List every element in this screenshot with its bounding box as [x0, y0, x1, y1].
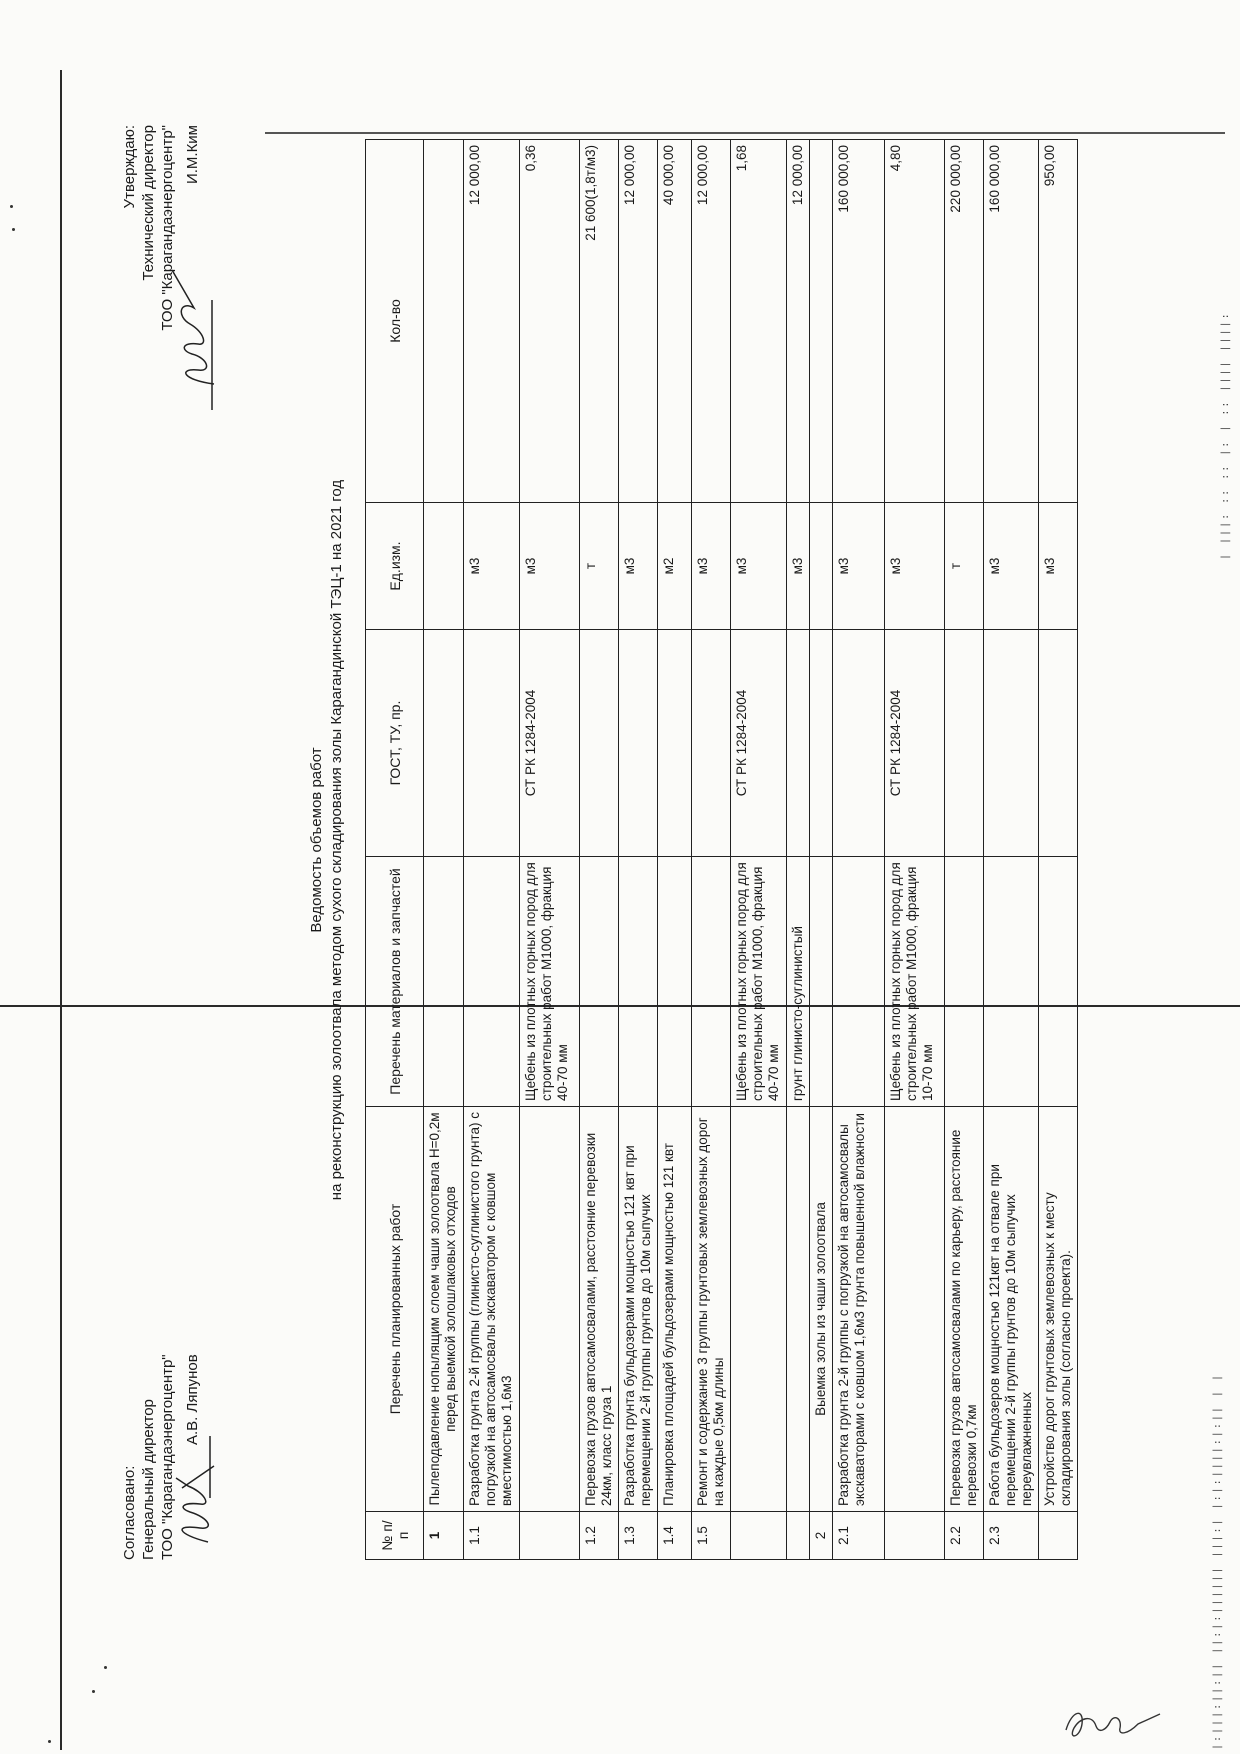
row-material: Щебень из плотных горных пород для строительных работ М1000, фракция 40-70 мм	[520, 857, 580, 1107]
row-work	[520, 1107, 580, 1512]
table-row	[580, 140, 619, 1560]
table-row	[1039, 140, 1078, 1560]
header-num: № п/п	[366, 1512, 424, 1560]
row-qty: 0,36	[520, 140, 580, 503]
row-work: Устройство дорог грунтовых землевозных к месту складирования золы (согласно проекта).	[1039, 1107, 1078, 1512]
row-work: Перевозка грузов автосамосвалами, расстояние перевозки 24км, класс груза 1	[580, 1107, 619, 1512]
row-qty: 160 000,00	[833, 140, 885, 503]
row-qty: 160 000,00	[984, 140, 1039, 503]
row-material	[1039, 857, 1078, 1107]
table-row	[945, 140, 984, 1560]
row-qty	[424, 140, 464, 503]
table-row	[833, 140, 885, 1560]
row-gost	[984, 630, 1039, 857]
row-unit: м3	[731, 503, 787, 630]
table-row	[984, 140, 1039, 1560]
document-subtitle: на реконструкцию золоотвала методом сухого складирования золы Карагандинской ТЭЦ-1 на 2021 год	[328, 479, 345, 1201]
row-gost	[692, 630, 731, 857]
row-material: Щебень из плотных горных пород для строительных работ М1000, фракция 10-70 мм	[885, 857, 945, 1107]
row-material: Щебень из плотных горных пород для строительных работ М1000, фракция 40-70 мм	[731, 857, 787, 1107]
row-unit: м3	[885, 503, 945, 630]
row-qty: 12 000,00	[619, 140, 658, 503]
header-gost: ГОСТ, ТУ, пр.	[366, 630, 424, 857]
row-num: 2.1	[833, 1512, 885, 1560]
scan-speck	[12, 228, 15, 231]
row-work	[731, 1107, 787, 1512]
row-work: Пылеподавление нопылящим слоем чаши золоотвала Н=0,2м перед выемкой золошлаковых отходов	[424, 1107, 464, 1512]
row-work	[787, 1107, 810, 1512]
row-qty: 12 000,00	[692, 140, 731, 503]
row-unit: м3	[520, 503, 580, 630]
row-gost	[464, 630, 520, 857]
row-material	[658, 857, 692, 1107]
row-material	[810, 857, 833, 1107]
row-material	[945, 857, 984, 1107]
table-row	[787, 140, 810, 1560]
row-num: 1.1	[464, 1512, 520, 1560]
row-num: 2.2	[945, 1512, 984, 1560]
document-title: Ведомость объемов работ	[308, 747, 325, 933]
approval-company: ТОО "Карагандаэнергоцентр"	[159, 125, 176, 331]
row-num: 2.3	[984, 1512, 1039, 1560]
row-gost	[810, 630, 833, 857]
row-work: Планировка площадей бульдозерами мощностью 121 квт	[658, 1107, 692, 1512]
row-num: 1.3	[619, 1512, 658, 1560]
scan-edge-line	[60, 70, 62, 1750]
approval-position: Технический директор	[140, 125, 157, 281]
row-num: 1.2	[580, 1512, 619, 1560]
row-gost: СТ РК 1284-2004	[885, 630, 945, 857]
scan-speck	[104, 1666, 107, 1669]
row-num	[787, 1512, 810, 1560]
row-material	[833, 857, 885, 1107]
row-gost: СТ РК 1284-2004	[731, 630, 787, 857]
row-num	[885, 1512, 945, 1560]
header-qty: Кол-во	[366, 140, 424, 503]
approval-name: И.М.Ким	[184, 125, 201, 185]
row-qty: 1,68	[731, 140, 787, 503]
scan-noise-right: | |||: :: :: |: | :: |||| ||||:	[1220, 311, 1231, 560]
row-material	[692, 857, 731, 1107]
row-gost	[424, 630, 464, 857]
row-qty: 220 000,00	[945, 140, 984, 503]
table-row	[885, 140, 945, 1560]
row-qty: 40 000,00	[658, 140, 692, 503]
header-unit: Ед.изм.	[366, 503, 424, 630]
table-row	[810, 140, 833, 1560]
row-work: Выемка золы из чаши золоотвала	[810, 1107, 833, 1512]
header-materials: Перечень материалов и запчастей	[366, 857, 424, 1107]
row-unit: м3	[787, 503, 810, 630]
table-row	[424, 140, 464, 1560]
row-num: 1	[424, 1512, 464, 1560]
row-gost	[619, 630, 658, 857]
row-work: Перевозка грузов автосамосвалами по карьеру, расстояние перевозки 0,7км	[945, 1107, 984, 1512]
row-gost: СТ РК 1284-2004	[520, 630, 580, 857]
approval-label: Согласовано:	[121, 1465, 138, 1560]
row-qty: 12 000,00	[787, 140, 810, 503]
scan-speck	[10, 205, 13, 208]
approval-label: Утверждаю:	[121, 125, 138, 209]
table-row	[731, 140, 787, 1560]
row-gost	[833, 630, 885, 857]
row-num: 1.5	[692, 1512, 731, 1560]
scan-speck	[48, 1740, 51, 1743]
row-num	[731, 1512, 787, 1560]
row-gost	[787, 630, 810, 857]
row-work	[885, 1107, 945, 1512]
scan-speck	[92, 1690, 95, 1693]
row-unit: м3	[619, 503, 658, 630]
row-unit: м3	[984, 503, 1039, 630]
row-material	[984, 857, 1039, 1107]
scan-noise-left: |:|||:||:|| ||:|:|||||| |||:| |:|:||||:|:|| | |	[1212, 1373, 1223, 1750]
approval-company: ТОО "Карагандаэнергоцентр"	[159, 1354, 176, 1560]
row-unit: т	[580, 503, 619, 630]
rotated-landscape-page	[80, 80, 1220, 1600]
row-qty: 12 000,00	[464, 140, 520, 503]
row-unit: м3	[1039, 503, 1078, 630]
row-unit: м3	[464, 503, 520, 630]
table-row	[658, 140, 692, 1560]
row-material	[424, 857, 464, 1107]
approval-name: А.В. Ляпунов	[184, 1354, 201, 1445]
row-num	[1039, 1512, 1078, 1560]
row-unit: м3	[833, 503, 885, 630]
works-volume-table	[365, 139, 1078, 1560]
row-material	[580, 857, 619, 1107]
row-num: 2	[810, 1512, 833, 1560]
row-material: грунт глинисто-суглинистый	[787, 857, 810, 1107]
row-unit	[424, 503, 464, 630]
table-row	[692, 140, 731, 1560]
row-unit: м3	[692, 503, 731, 630]
signature-lyapunov	[170, 1428, 220, 1548]
row-qty: 21 600(1,8т/м3)	[580, 140, 619, 503]
row-qty: 950,00	[1039, 140, 1078, 503]
row-work: Ремонт и содержание 3 группы грунтовых землевозных дорог на каждые 0,5км длины	[692, 1107, 731, 1512]
initials-scribble-mark	[1058, 1700, 1168, 1748]
row-unit: м2	[658, 503, 692, 630]
table-row	[520, 140, 580, 1560]
approval-position: Генеральный директор	[140, 1399, 157, 1560]
header-works: Перечень планированных работ	[366, 1107, 424, 1512]
row-unit	[810, 503, 833, 630]
row-work: Разработка грунта бульдозерами мощностью 121 квт при перемещении 2-й группы грунтов до 10м сыпучих	[619, 1107, 658, 1512]
row-qty: 4,80	[885, 140, 945, 503]
row-num: 1.4	[658, 1512, 692, 1560]
row-work: Работа бульдозеров мощностью 121квт на отвале при перемещении 2-й группы грунтов до 10м сыпучих переувлажненных	[984, 1107, 1039, 1512]
row-material	[619, 857, 658, 1107]
table-row	[464, 140, 520, 1560]
signature-kim	[168, 220, 224, 420]
row-num	[520, 1512, 580, 1560]
row-unit: т	[945, 503, 984, 630]
row-qty	[810, 140, 833, 503]
row-gost	[1039, 630, 1078, 857]
row-work: Разработка грунта 2-й группы с погрузкой на автосамосвалы экскаваторами с ковшом 1,6м3 грунта повышенной влажности	[833, 1107, 885, 1512]
row-material	[464, 857, 520, 1107]
row-gost	[580, 630, 619, 857]
row-gost	[945, 630, 984, 857]
row-work: Разработка грунта 2-й группы (глинисто-суглинистого грунта) с погрузкой на автосамосвалы экскаватором с ковшом вместимостью 1,6м3	[464, 1107, 520, 1512]
table-header-row	[366, 140, 424, 1560]
table-row	[619, 140, 658, 1560]
row-gost	[658, 630, 692, 857]
